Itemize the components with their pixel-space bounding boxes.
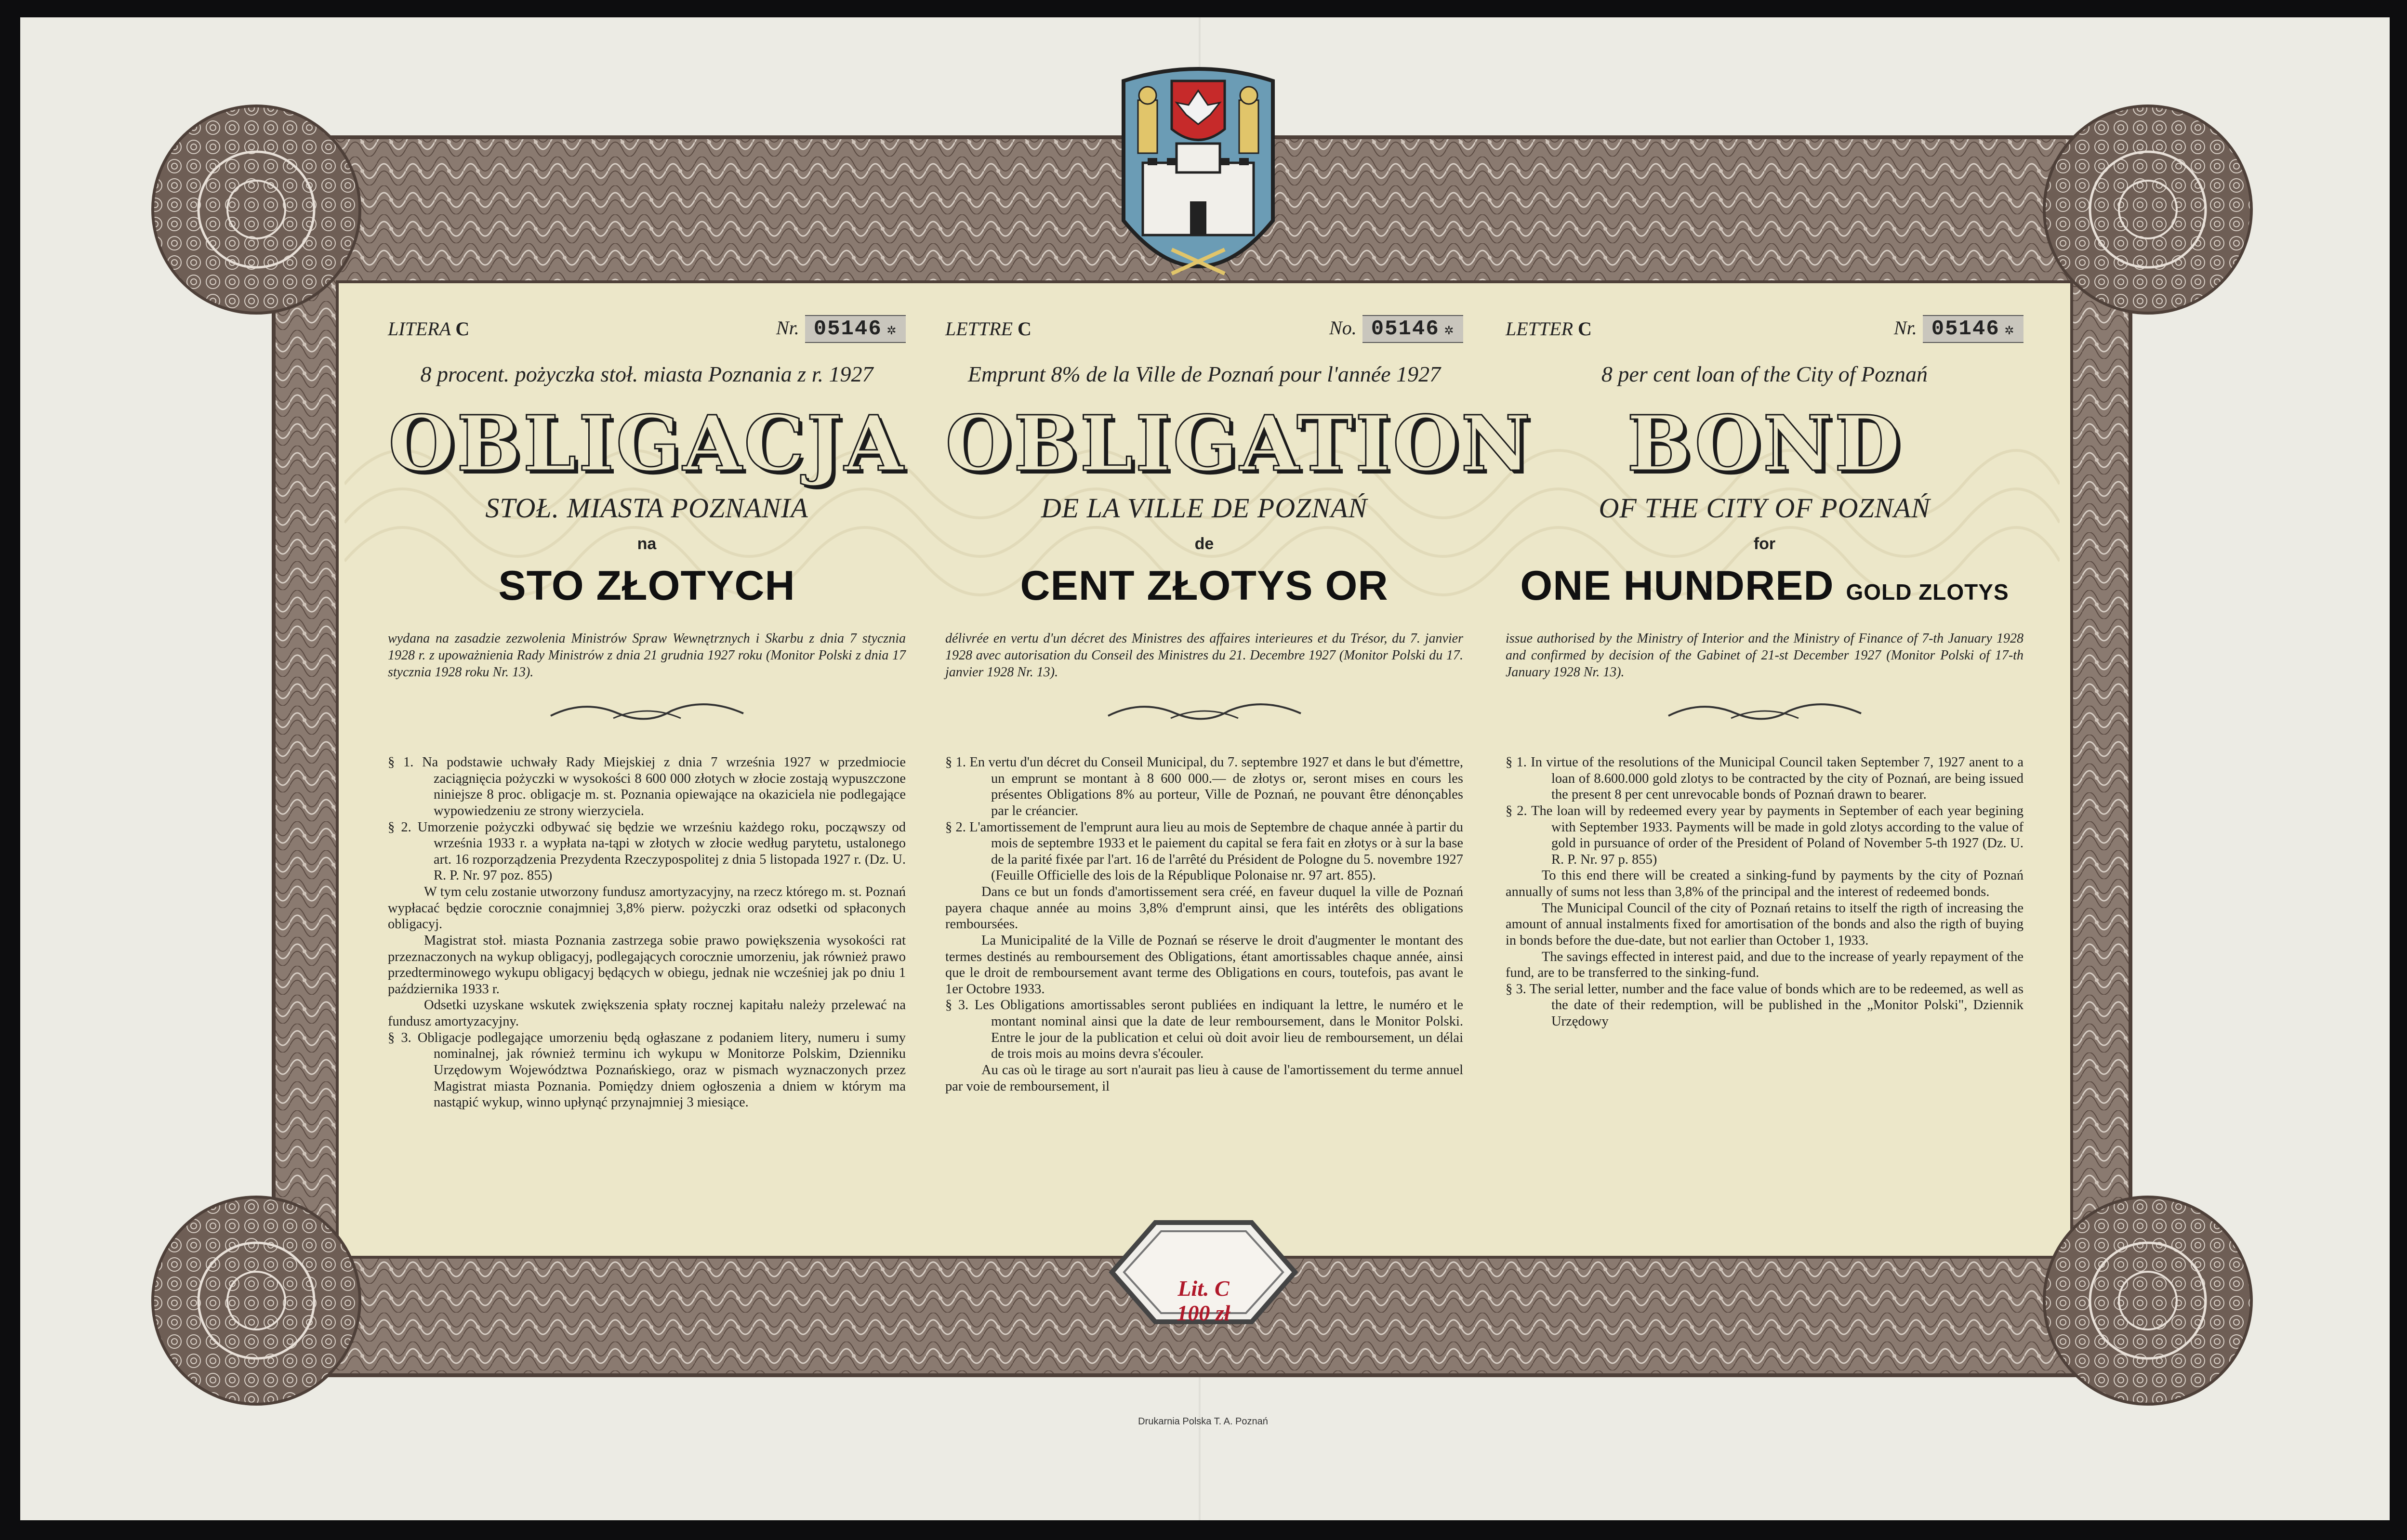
serial-number: Nr. 05146 ✲ [776,315,906,343]
issue-authorisation: issue authorised by the Ministry of Interior and the Ministry of Finance of 7-th January 1928 and confirmed by decision of the Gabinet of 21-st December 1927 (Monitor Polski of 17-th January 1928 Nr. 13). [1506,631,2023,680]
issue-authorisation: délivrée en vertu d'un décret des Ministres des affaires interieures et du Trésor, du 7. janvier 1928 avec autorisation du Conseil des Ministres du 21. Decembre 1927 (Monitor Polski du 17. janvier 1928 Nr. 13). [945,631,1463,680]
term-paragraph: § 1. En vertu d'un décret du Conseil Municipal, du 7. septembre 1927 et dans le but d'émettre, un emprunt se montant à 8 600 000.— de złotys or, seront mises en cours les présentes Obligations 8% au porteur, Ville de Poznań, ne pouvant être dénonçables par le créancier. [945,755,1463,818]
for-word: na [637,535,657,553]
bond-title: OBLIGATION [945,399,1533,488]
for-word: for [1753,535,1776,553]
serial-header [1506,311,2023,347]
term-paragraph: § 1. In virtue of the resolutions of the Municipal Council taken September 7, 1927 anent to a loan of 8.600.000 gold zlotys to be contracted by the city of Poznań, are being issued the present 8 per cent unrevocable bonds of Poznań drawn to bearer. [1506,755,2023,803]
column-french [945,311,1533,1094]
term-paragraph: § 3. The serial letter, number and the face value of bonds which are to be redeemed, as well as the date of their redemption, will be published in the „Monitor Polski", Dziennik Urzędowy [1506,981,2023,1029]
term-paragraph: § 2. The loan will by redeemed every year by payments in September of each year begining with September 1933. Payments will be made in gold zlotys according to the value of gold in pursuance of order of the President of Poland of November 5-th 1927 (Dz. U. R. P. Nr. 97 p. 855) [1506,803,2023,867]
terms [945,754,1463,1094]
term-paragraph: Odsetki uzyskane wskutek zwiększenia spłaty rocznej kapitału należy przelewać na fundusz amortyzacyjny. [388,998,906,1029]
letter-label: LITERA C [388,318,470,340]
serial-header [388,311,906,347]
corner-rosette-tl [153,106,360,313]
for-word: de [1194,535,1214,553]
serial-number: No. 05146 ✲ [1329,315,1463,343]
flourish-icon [1103,697,1306,730]
amount: ONE HUNDRED GOLD ZLOTYS [1520,563,2009,609]
lit-value: 100 zł [1177,1300,1230,1325]
issuer-line: STOŁ. MIASTA POZNANIA [485,492,808,524]
bond-title: OBLIGACJA [388,399,905,488]
coat-of-arms-icon [1104,62,1292,303]
flourish-icon [546,697,748,730]
corner-rosette-tr [2044,106,2251,313]
term-paragraph: Dans ce but un fonds d'amortissement sera créé, en faveur duquel la ville de Poznań payera chaque année au moins 3,8% d'emprunt ainsi, que les intérêts des obligations remboursées. [945,884,1463,932]
loan-subtitle: Emprunt 8% de la Ville de Poznań pour l'année 1927 [967,362,1441,386]
term-paragraph: § 3. Obligacje podlegające umorzeniu będą ogłaszane z podaniem litery, numeru i sumy nominalnej, jak również terminu ich wykupu w Monitorze Polskim, Dzienniku Urzędowym Województwa Poznańskiego, oraz w pismach wyznaczonych przez Magistrat miasta Poznania. Pomiędzy dniem ogłoszenia a dniem w którym ma nastąpić wykup, winno upłynąć przynajmniej 3 miesiące. [388,1030,906,1110]
term-paragraph: The savings effected in interest paid, and due to the increase of yearly repayment of the fund, are to be transferred to the sinking-fund. [1506,949,2023,981]
amount: STO ZŁOTYCH [498,563,795,609]
flourish-icon [1664,697,1866,730]
term-paragraph: § 2. L'amortissement de l'emprunt aura lieu au mois de Septembre de chaque année à partir du mois de septembre 1933 et le paiement du capital se fera fait en złotys or à sur la base de la parité fixée par l'art. 16 de l'arrêté du Président de Pologne du 5. novembre 1927 (Feuille Officielle des lois de la République Polonaise nr. 97 art. 855). [945,819,1463,883]
issue-authorisation: wydana na zasadzie zezwolenia Ministrów Spraw Wewnętrznych i Skarbu z dnia 7 stycznia 1928 r. z upoważnienia Rady Ministrów z dnia 21 grudnia 1927 roku (Monitor Polski z dnia 17 stycznia 1928 roku Nr. 13). [388,631,906,680]
corner-rosette-br [2044,1197,2251,1404]
loan-subtitle: 8 per cent loan of the City of Poznań [1601,362,1928,386]
term-paragraph: W tym celu zostanie utworzony fundusz amortyzacyjny, na rzecz którego m. st. Poznań wypłacać będzie corocznie conajmniej 3,8% pierw. pożyczki oraz odsetki od spłaconych obligacyj. [388,884,906,932]
column-english [1506,311,2023,1030]
term-paragraph: § 2. Umorzenie pożyczki odbywać się będzie we wrześniu każdego roku, począwszy od września 1933 r. a wypłata na-tąpi w złotych w złocie według parytetu, ustalonego art. 16 rozporządzenia Prezydenta Rzeczypospolitej z dnia 5 listopada 1927 r. (Dz. U. R. P. Nr. 97 poz. 855) [388,819,906,883]
issuer-line: OF THE CITY OF POZNAŃ [1599,492,1931,524]
column-polish [388,311,906,1111]
term-paragraph: To this end there will be created a sinking-fund by payments by the city of Poznań annually of sums not less than 3,8% of the principal and the interest of redeemed bonds. [1506,868,2023,899]
amount: CENT ZŁOTYS OR [1020,563,1389,609]
value-label [1102,1277,1305,1325]
term-paragraph: La Municipalité de la Ville de Poznań se réserve le droit d'augmenter le montant des termes destinés au remboursement des Obligations, étant amortissables chaque année, ainsi que le droit de remboursement avant terme des Obligations en cours, toutefois, pas avant le 1er Octobre 1933. [945,933,1463,997]
letter-label: LETTER C [1506,318,1592,340]
term-paragraph: The Municipal Council of the city of Poznań retains to itself the rigth of increasing the amount of annual instalments fixed for amortisation of the bonds and also the rigth of buying in bonds before the due-date, but not earlier than October 1, 1933. [1506,900,2023,948]
serial-header [945,311,1463,347]
serial-number: Nr. 05146 ✲ [1894,315,2023,343]
loan-subtitle: 8 procent. pożyczka stoł. miasta Poznania z r. 1927 [420,362,873,386]
terms [1506,754,2023,1030]
terms [388,754,906,1111]
term-paragraph: Magistrat stoł. miasta Poznania zastrzega sobie prawo powiększenia wysokości rat przeznaczonych na wykup obligacyj, podlegających corocznie umorzeniu, jak również prawo przedterminowego wykupu obligacyj będących w obiegu, jednak nie wcześniej jak po dniu 1 października 1933 r. [388,933,906,997]
issuer-line: DE LA VILLE DE POZNAŃ [1041,492,1368,524]
corner-rosette-bl [153,1197,360,1404]
printer-imprint: Drukarnia Polska T. A. Poznań [1138,1416,1268,1427]
term-paragraph: § 3. Les Obligations amortissables seront publiées en indiquant la lettre, le numéro et le montant nominal ainsi que la date de leur remboursement, dans le Monitor Polski. Entre le jour de la publication et celui où doit avoir lieu de remboursement, un délai de trois mois au moins devra s'écouler. [945,998,1463,1062]
letter-label: LETTRE C [945,318,1032,340]
lit-letter: Lit. C [1177,1276,1230,1301]
bond-title: BOND [1627,399,1903,488]
term-paragraph: Au cas où le tirage au sort n'aurait pas lieu à cause de l'amortissement du terme annuel par voie de remboursement, il [945,1062,1463,1094]
term-paragraph: § 1. Na podstawie uchwały Rady Miejskiej z dnia 7 września 1927 w przedmiocie zaciągnięcia pożyczki w wysokości 8 600 000 złotych w złocie zostają wypuszczone niniejsze 8 proc. obligacje m. st. Poznania opiewające na okaziciela nie podlegające wypowiedzeniu ze strony wierzyciela. [388,755,906,818]
